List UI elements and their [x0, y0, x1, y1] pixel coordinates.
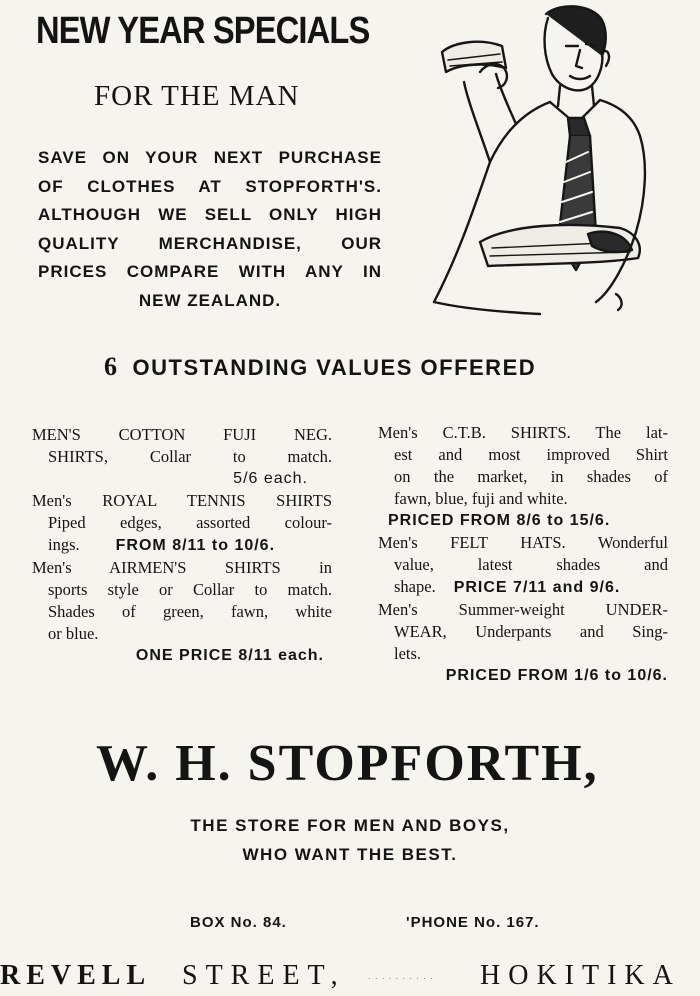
item-ctb-price: PRICED FROM 8/6 to 15/6. [388, 512, 611, 529]
intro-line: QUALITY MERCHANDISE, OUR [38, 233, 382, 253]
intro-line: SAVE ON YOUR NEXT PURCHASE [38, 148, 382, 167]
item-felt-line [378, 576, 668, 599]
item-tennis-price: FROM 8/11 to 10/6. [115, 537, 276, 554]
item-tennis-line: Piped edges, assorted colour- [48, 513, 332, 532]
item-under-line: lets. [394, 644, 422, 663]
right-column [378, 422, 668, 687]
item-fuji-line: SHIRTS, Collar to match. [48, 447, 332, 466]
address-town: HOKITIKA [480, 960, 681, 991]
values-count: 6 [104, 352, 119, 381]
headline: NEW YEAR SPECIALS [36, 10, 370, 52]
phone-number: 'PHONE No. 167. [406, 914, 540, 931]
store-name: W. H. STOPFORTH, [96, 735, 599, 792]
item-felt-text: shape. [394, 577, 436, 596]
item-ctb-line: on the market, in shades of [394, 467, 668, 486]
address-street-suffix: STREET, [182, 960, 346, 991]
intro-line: OF CLOTHES AT STOPFORTH'S. [38, 176, 382, 196]
address-street: REVELL [0, 960, 152, 991]
tagline-line: WHO WANT THE BEST. [242, 845, 458, 864]
item-fuji-line: MEN'S COTTON FUJI NEG. [32, 425, 332, 444]
item-ctb-line: Men's C.T.B. SHIRTS. The lat- [378, 423, 668, 442]
item-felt-line: value, latest shades and [394, 555, 668, 574]
item-airmen-line: Shades of green, fawn, white [48, 602, 332, 621]
item-felt-price: PRICE 7/11 and 9/6. [453, 579, 621, 596]
item-fuji-price: 5/6 each. [233, 470, 308, 487]
intro-paragraph [38, 144, 382, 316]
item-ctb-line: fawn, blue, fuji and white. [394, 489, 568, 508]
intro-line: NEW ZEALAND. [138, 290, 282, 310]
intro-line: ALTHOUGH WE SELL ONLY HIGH [38, 205, 382, 225]
item-tennis-line: Men's ROYAL TENNIS SHIRTS [32, 491, 332, 510]
box-number: BOX No. 84. [190, 914, 287, 931]
tagline-line: THE STORE FOR MEN AND BOYS, [190, 816, 510, 835]
item-airmen-line: or blue. [48, 624, 99, 643]
item-airmen-line: Men's AIRMEN'S SHIRTS in [32, 558, 332, 577]
item-felt-line: Men's FELT HATS. Wonderful [378, 533, 668, 552]
address-separator: · · · · · · · · · · [368, 974, 434, 983]
values-heading [104, 352, 536, 382]
item-ctb-line: est and most improved Shirt [394, 445, 668, 464]
item-under-price: PRICED FROM 1/6 to 10/6. [445, 667, 668, 684]
man-holding-shirts-illustration [420, 2, 660, 332]
left-column [32, 424, 332, 667]
item-tennis-text: ings. [48, 535, 80, 554]
item-tennis-line [32, 534, 332, 557]
values-heading-text: OUTSTANDING VALUES OFFERED [132, 355, 537, 380]
item-airmen-line: sports style or Collar to match. [48, 580, 332, 599]
item-under-line: WEAR, Underpants and Sing- [394, 622, 668, 641]
item-airmen-price: ONE PRICE 8/11 each. [135, 647, 324, 664]
subheadline: FOR THE MAN [94, 80, 300, 112]
item-under-line: Men's Summer-weight UNDER- [378, 600, 668, 619]
intro-line: PRICES COMPARE WITH ANY IN [38, 262, 382, 282]
